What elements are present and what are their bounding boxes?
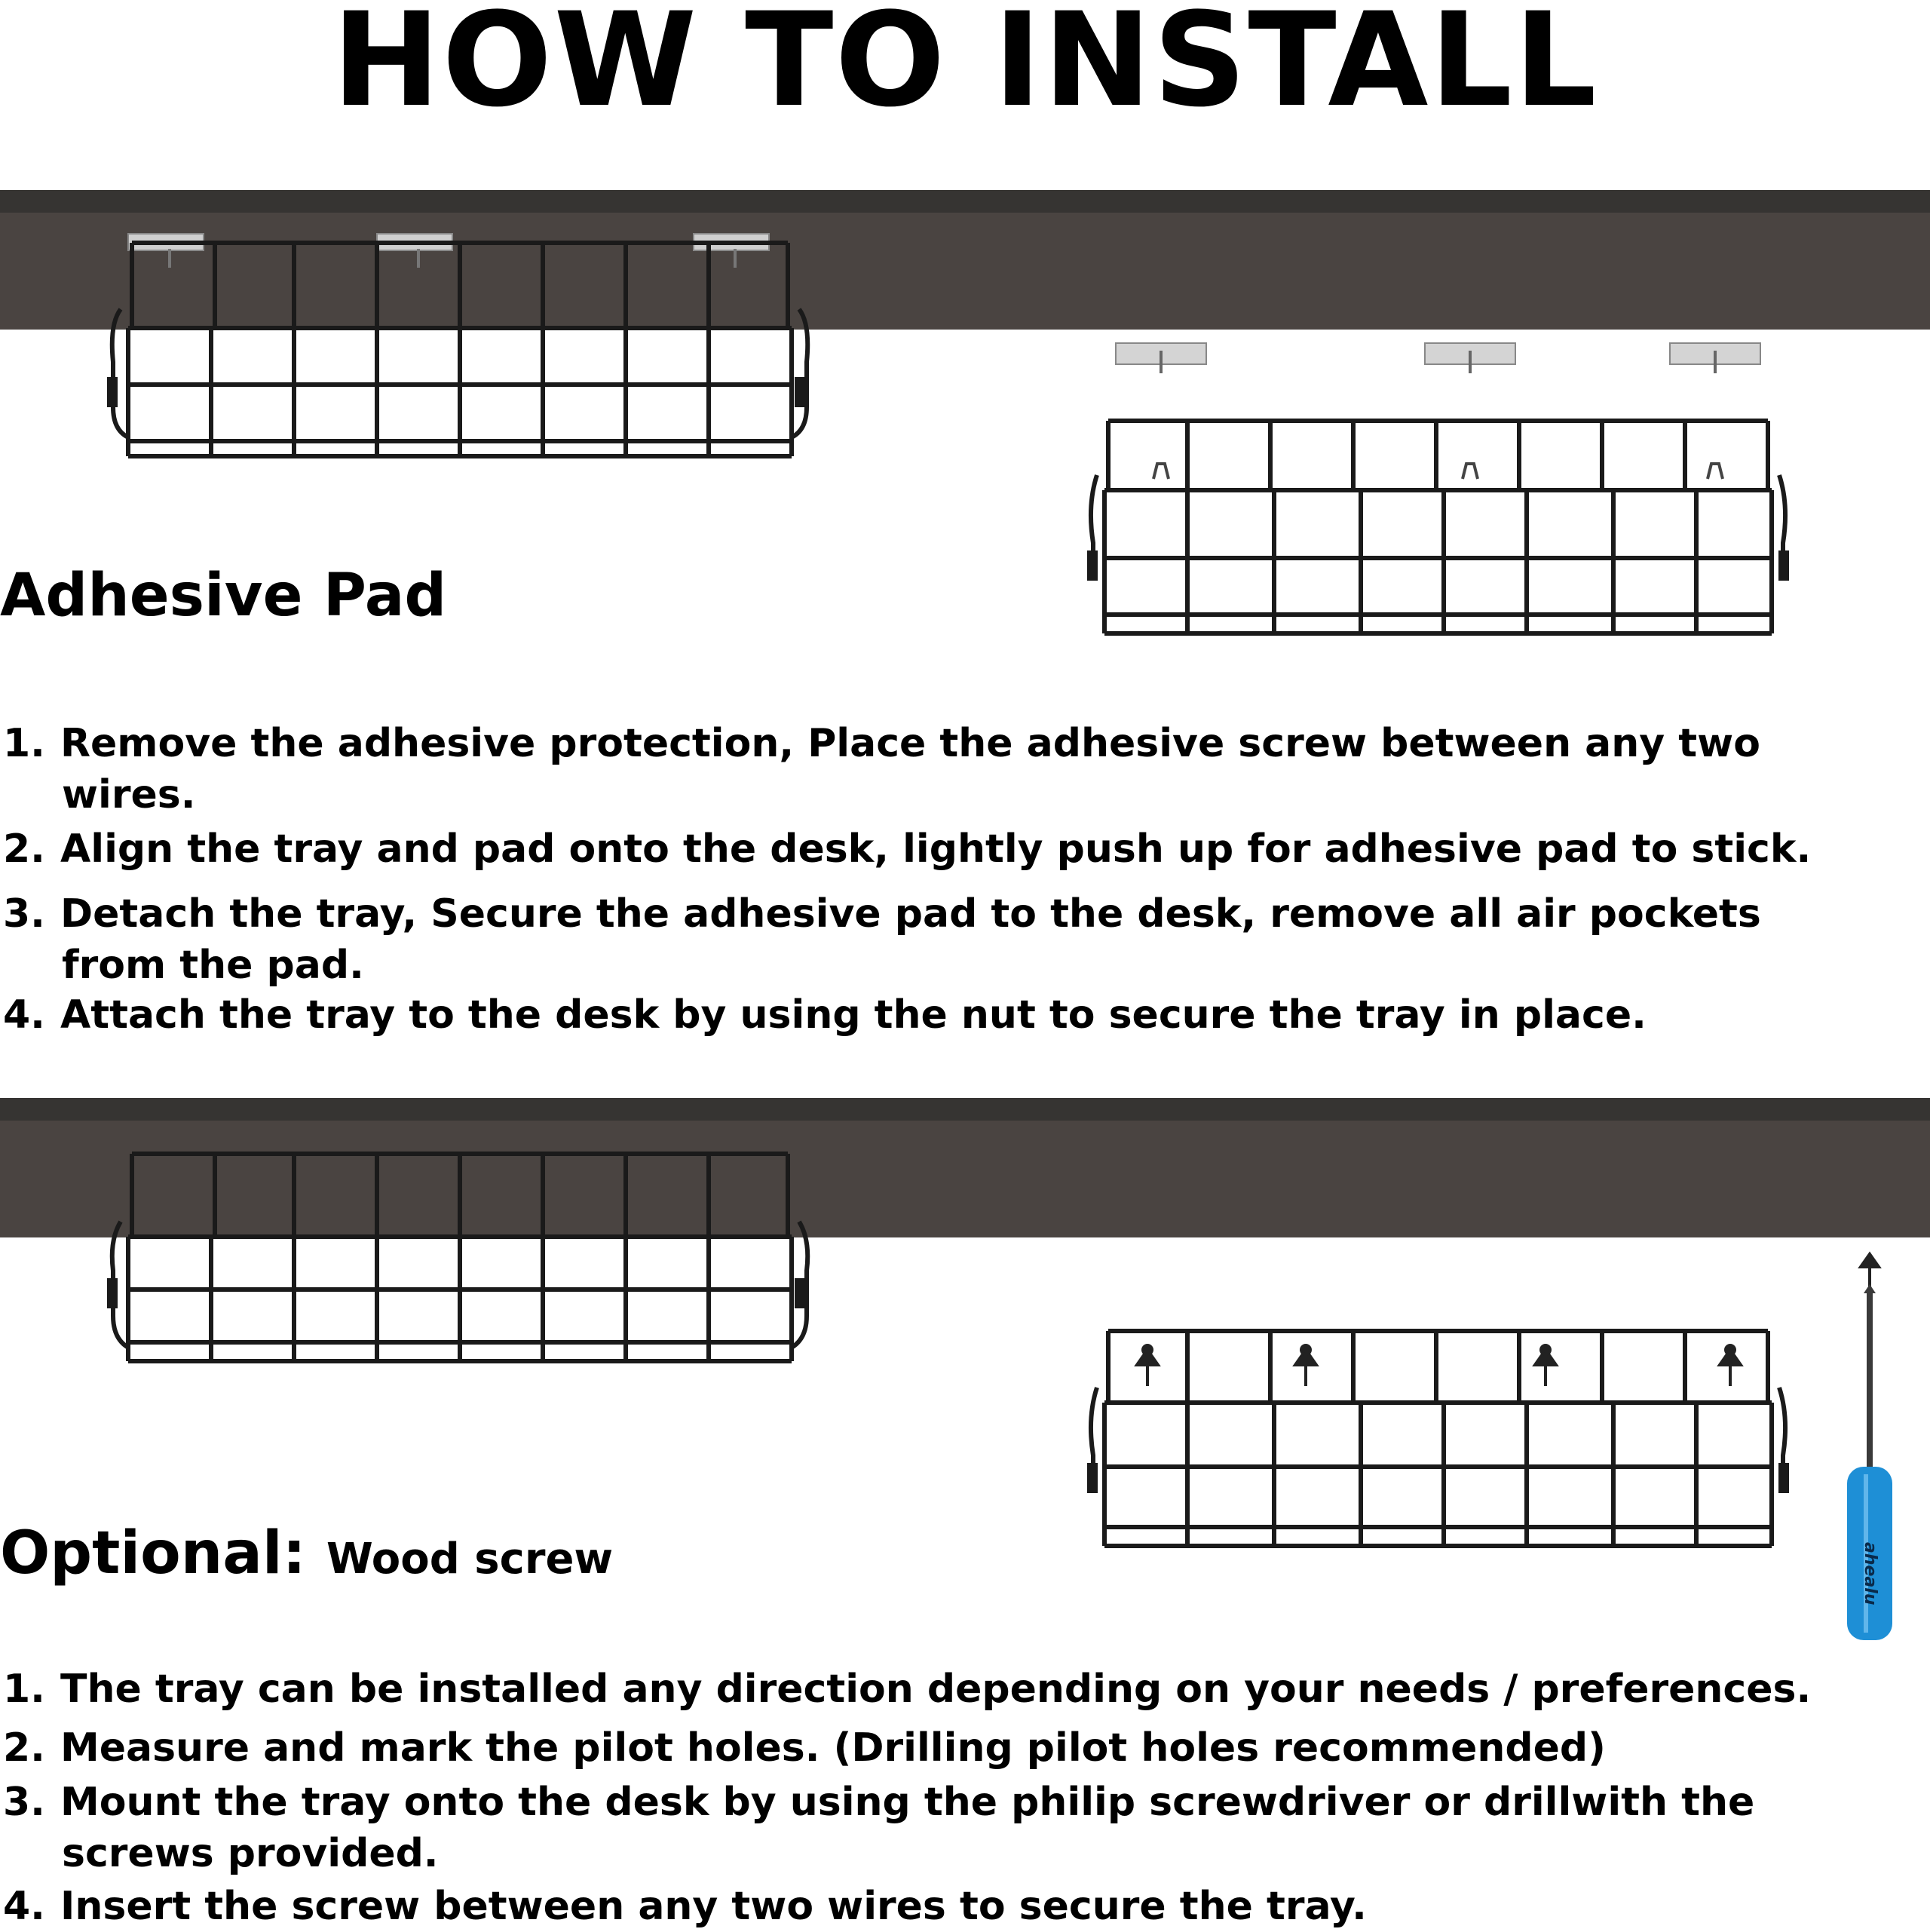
wood-screw-label: Wood screw	[326, 1535, 614, 1584]
screw-step-2	[3, 1722, 1925, 1774]
section-heading-optional	[0, 1520, 613, 1593]
step-number: 4.	[3, 992, 45, 1038]
step-text: Align the tray and pad onto the desk, lightly push up for adhesive pad to stick.	[60, 826, 1812, 872]
step-text: Insert the screw between any two wires to secure the tray.	[60, 1884, 1367, 1929]
screw-step-4	[3, 1881, 1925, 1932]
page-title: HOW TO INSTALL	[332, 0, 1598, 136]
section-heading-adhesive-pad: Adhesive Pad	[0, 562, 447, 630]
step-number: 4.	[3, 1884, 45, 1929]
screw-step-1	[3, 1664, 1925, 1715]
step-text-continued: wires.	[62, 772, 196, 817]
wood-screw-tray-exploded-illustration	[1093, 1320, 1794, 1561]
optional-label: Optional:	[0, 1520, 306, 1587]
step-text: The tray can be installed any direction depending on your needs / preferences.	[60, 1667, 1812, 1712]
adhesive-pad-tray-exploded-illustration	[1093, 339, 1794, 641]
screw-icon	[1720, 1345, 1741, 1386]
step-number: 1.	[3, 721, 45, 766]
step-text-continued: from the pad.	[62, 943, 364, 988]
step-number: 2.	[3, 1725, 45, 1771]
step-number: 2.	[3, 826, 45, 872]
mounted-tray-illustration-screw	[106, 1150, 807, 1376]
screw-icon	[1295, 1345, 1316, 1386]
step-text: Attach the tray to the desk by using the nut to secure the tray in place.	[60, 992, 1647, 1038]
step-number: 1.	[3, 1667, 45, 1712]
step-number: 3.	[3, 1780, 45, 1825]
adhesive-step-4	[3, 989, 1925, 1041]
screw-step-3	[3, 1777, 1925, 1879]
step-text: Mount the tray onto the desk by using the philip screwdriver or drillwith the	[60, 1780, 1755, 1825]
step-text: Detach the tray, Secure the adhesive pad to the desk, remove all air pockets	[60, 891, 1761, 937]
step-text: Measure and mark the pilot holes. (Drilling pilot holes recommended)	[60, 1725, 1606, 1771]
step-text-continued: screws provided.	[62, 1831, 439, 1876]
adhesive-step-1	[3, 718, 1925, 820]
adhesive-step-2	[3, 823, 1925, 875]
mounted-tray-illustration-adhesive	[106, 226, 807, 475]
step-number: 3.	[3, 891, 45, 937]
adhesive-step-3	[3, 888, 1925, 991]
desk-top-edge-1	[0, 190, 1930, 213]
step-text: Remove the adhesive protection, Place the adhesive screw between any two	[60, 721, 1760, 766]
screwdriver-brand-label: ahealu	[1861, 1542, 1879, 1605]
screw-icon	[1535, 1345, 1556, 1386]
desk-top-edge-2	[0, 1098, 1930, 1121]
screw-icon	[1137, 1345, 1158, 1386]
